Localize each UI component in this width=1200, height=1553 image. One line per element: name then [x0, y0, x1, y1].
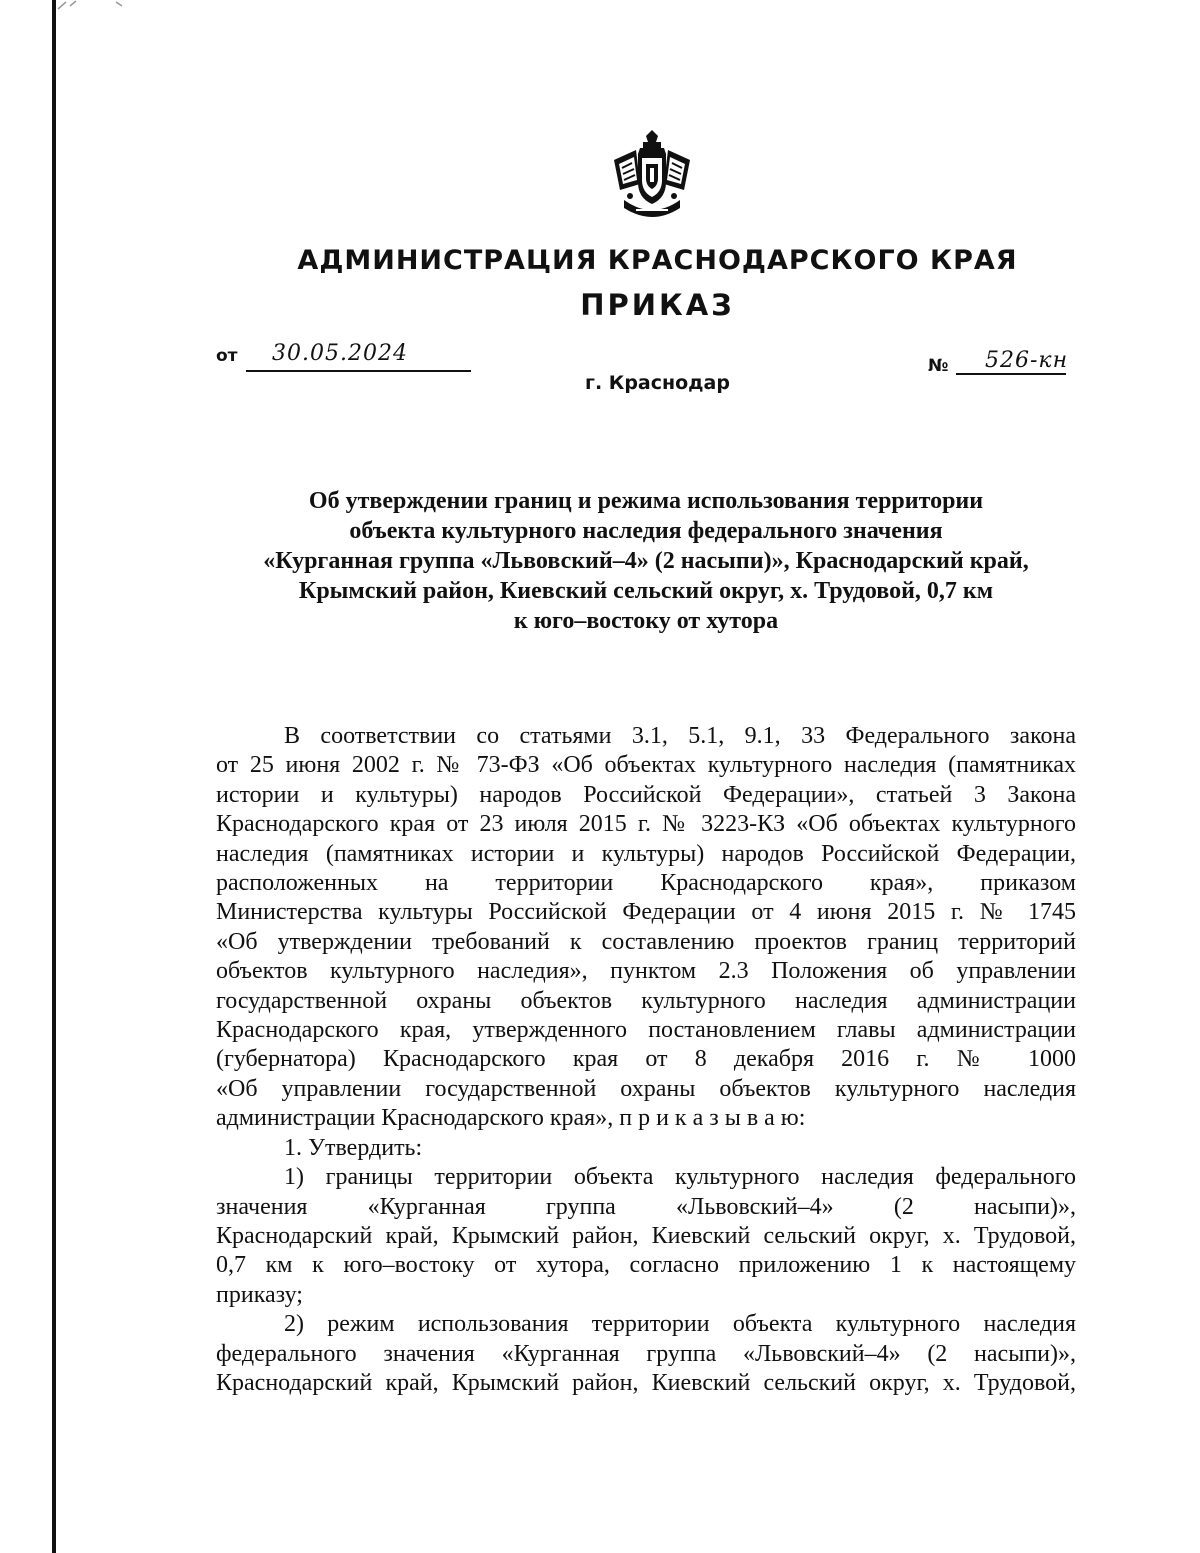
- document-type: ПРИКАЗ: [580, 288, 735, 322]
- coat-of-arms-icon: [610, 130, 694, 222]
- title-line: Крымский район, Киевский сельский округ, х. Трудовой, 0,7 км: [298, 578, 994, 604]
- body-line: Краснодарского края, утвержденного постановлением главы администрации: [216, 1017, 1076, 1044]
- date-prefix: от: [216, 346, 238, 366]
- body-line: Министерства культуры Российской Федерации от 4 июня 2015 г. № 1745: [216, 899, 1076, 926]
- body-line: 1. Утвердить:: [284, 1134, 423, 1161]
- document-body: [216, 722, 1076, 1398]
- body-line: «Об управлении государственной охраны объектов культурного наследия: [216, 1075, 1076, 1102]
- document-date: 30.05.2024: [272, 341, 408, 366]
- scan-page-edge: [52, 0, 56, 1553]
- body-line: расположенных на территории Краснодарского края», приказом: [216, 870, 1076, 897]
- body-line: государственной охраны объектов культурного наследия администрации: [216, 987, 1076, 1014]
- body-line: Краснодарского края от 23 июля 2015 г. № 3223-КЗ «Об объектах культурного: [216, 811, 1076, 838]
- organization-name: АДМИНИСТРАЦИЯ КРАСНОДАРСКОГО КРАЯ: [297, 245, 1018, 276]
- body-line: истории и культуры) народов Российской Федерации», статьей 3 Закона: [216, 781, 1076, 808]
- title-line: объекта культурного наследия федерального значения: [349, 518, 943, 544]
- body-line: приказу;: [216, 1281, 303, 1308]
- number-prefix: №: [928, 356, 949, 376]
- body-line: федерального значения «Курганная группа «Львовский–4» (2 насыпи)»,: [216, 1340, 1076, 1367]
- title-line: Об утверждении границ и режима использования территории: [308, 488, 984, 514]
- body-line: Краснодарский край, Крымский район, Киевский сельский округ, х. Трудовой,: [216, 1369, 1076, 1396]
- body-line: объектов культурного наследия», пунктом 2.3 Положения об управлении: [216, 958, 1076, 985]
- body-line: 1) границы территории объекта культурного наследия федерального: [284, 1164, 1076, 1191]
- city-name: г. Краснодар: [585, 372, 730, 394]
- document-number: 526-кн: [985, 348, 1069, 373]
- body-line: 2) режим использования территории объекта культурного наследия: [284, 1311, 1076, 1338]
- body-line: администрации Краснодарского края», п р и к а з ы в а ю:: [216, 1105, 806, 1132]
- document-title: [216, 486, 1076, 636]
- title-line: к юго–востоку от хутора: [513, 608, 779, 634]
- body-line: «Об утверждении требований к составлению проектов границ территорий: [216, 928, 1076, 955]
- body-line: значения «Курганная группа «Львовский–4» (2 насыпи)»,: [216, 1193, 1076, 1220]
- scan-corner-mark: [56, 0, 126, 10]
- body-line: Краснодарский край, Крымский район, Киевский сельский округ, х. Трудовой,: [216, 1222, 1076, 1249]
- body-line: (губернатора) Краснодарского края от 8 декабря 2016 г. № 1000: [216, 1046, 1076, 1073]
- body-line: наследия (памятниках истории и культуры) народов Российской Федерации,: [216, 840, 1076, 867]
- body-line: 0,7 км к юго–востоку от хутора, согласно приложению 1 к настоящему: [216, 1252, 1076, 1279]
- body-line: В соответствии со статьями 3.1, 5.1, 9.1, 33 Федерального закона: [284, 723, 1076, 749]
- title-line: «Курганная группа «Львовский–4» (2 насыпи)», Краснодарский край,: [263, 548, 1029, 574]
- body-line: от 25 июня 2002 г. № 73-ФЗ «Об объектах культурного наследия (памятниках: [216, 752, 1076, 779]
